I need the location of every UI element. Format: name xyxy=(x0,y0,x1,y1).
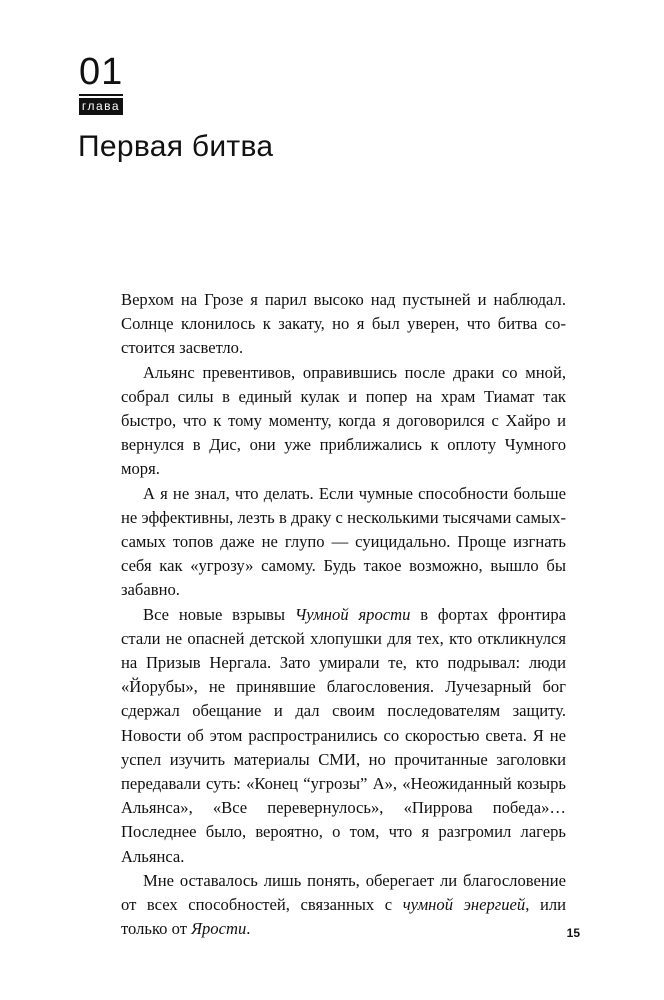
paragraph-text: Мне оставалось лишь понять, оберегает ли благословение от всех способностей, связанных с xyxy=(121,870,566,915)
paragraph-text: Все новые взрывы xyxy=(143,604,295,624)
paragraph-5 xyxy=(121,869,566,942)
paragraph-2 xyxy=(121,361,566,482)
paragraph-1 xyxy=(121,288,566,361)
paragraph-text: Верхом на Грозе я парил высоко над пустыней и наблюдал. Солнце клонилось к закату, но я был уверен, что битва состоится засветло. xyxy=(121,290,566,358)
emphasis-chumnoy-energiey: чумной энергией xyxy=(402,895,526,915)
chapter-divider xyxy=(79,94,123,96)
chapter-label: глава xyxy=(79,98,123,115)
page-number: 15 xyxy=(566,926,580,940)
emphasis-yarosti: Ярости xyxy=(191,919,247,939)
chapter-body xyxy=(121,288,566,941)
paragraph-4 xyxy=(121,603,566,869)
paragraph-3 xyxy=(121,482,566,603)
emphasis-chumnoy-yarosti: Чумной ярости xyxy=(294,604,411,624)
chapter-number: 01 xyxy=(79,51,124,93)
paragraph-text: . xyxy=(246,919,251,939)
paragraph-text: в фортах фронтира стали не опасней детской хлопушки для тех, кто откликнулся на Призыв Нергала. Зато умирали те, кто подрывал: люди «Йорубы», не принявшие благословения. Лучезарный бог сдержал обещание и дал своим последователям защиту. Новости об этом распространились со скоростью света. Я не успел изучить материалы СМИ, но прочитанные заголовки передавали суть: «Конец “угрозы” А», «Неожиданный козырь Альянса», «Все перевернулось», «Пиррова победа»… Последнее было, вероятно, о том, что я разгромил лагерь Альянса. xyxy=(121,604,567,866)
paragraph-text: А я не знал, что делать. Если чумные способности больше не эффективны, лезть в драку с несколькими тысячами самых-самых топов даже не глупо — суицидально. Проще изгнать себя как «угрозу» самому. Будь такое возможно, вышло бы забавно. xyxy=(121,483,566,600)
paragraph-text: Альянс превентивов, оправившись после драки со мной, собрал силы в единый кулак и попер на храм Тиамат так быстро, что к тому моменту, когда я договорился с Хайро и вернулся в Дис, они уже приближались к оплоту Чумного моря. xyxy=(121,362,566,479)
chapter-title: Первая битва xyxy=(78,130,274,163)
paragraph-text: , или только от xyxy=(121,895,566,939)
